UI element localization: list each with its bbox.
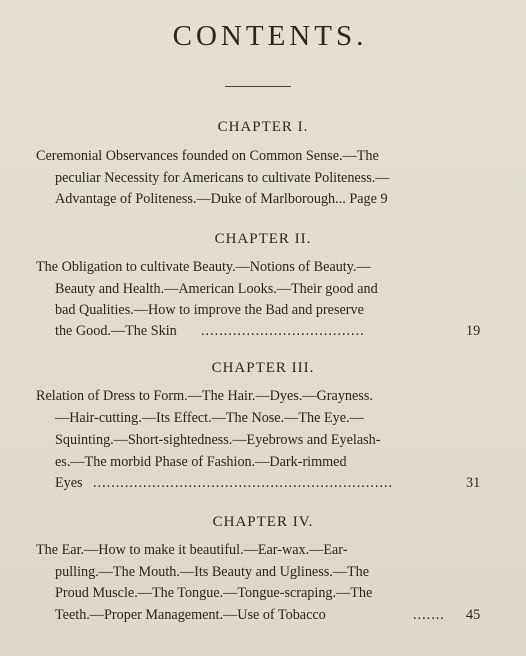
chapter-2-line-2: Beauty and Health.—American Looks.—Their good and	[55, 281, 378, 297]
chapter-3-line-1: Relation of Dress to Form.—The Hair.—Dyes.—Grayness.	[36, 388, 373, 404]
chapter-2-line-1: The Obligation to cultivate Beauty.—Notions of Beauty.—	[36, 259, 371, 275]
chapter-2-line-3: bad Qualities.—How to improve the Bad and preserve	[55, 302, 364, 318]
chapter-2-line-4: the Good.—The Skin	[55, 323, 177, 339]
page-title: CONTENTS.	[172, 20, 368, 52]
chapter-heading-2: CHAPTER II.	[214, 231, 312, 247]
leader-dots: ....................................	[201, 323, 365, 339]
chapter-4-page-number: 45	[466, 607, 481, 623]
chapter-heading-3: CHAPTER III.	[211, 360, 315, 376]
leader-dots: ..................................................................	[93, 475, 394, 491]
chapter-3-page-number: 31	[466, 475, 481, 491]
chapter-1-line-3: Advantage of Politeness.—Duke of Marlborough... Page 9	[55, 191, 388, 207]
chapter-3-line-5: Eyes	[55, 475, 83, 491]
chapter-4-line-1: The Ear.—How to make it beautiful.—Ear-wax.—Ear-	[36, 542, 348, 558]
chapter-heading-1: CHAPTER I.	[217, 119, 309, 135]
chapter-1-line-2: peculiar Necessity for Americans to cultivate Politeness.—	[55, 170, 390, 186]
chapter-3-line-4: es.—The morbid Phase of Fashion.—Dark-rimmed	[55, 454, 347, 470]
leader-dots: .......	[413, 607, 445, 623]
chapter-4-line-3: Proud Muscle.—The Tongue.—Tongue-scraping.—The	[55, 585, 373, 601]
chapter-heading-4: CHAPTER IV.	[212, 514, 314, 530]
title-rule	[225, 86, 291, 87]
chapter-2-page-number: 19	[466, 323, 481, 339]
chapter-3-line-2: —Hair-cutting.—Its Effect.—The Nose.—The Eye.—	[55, 410, 364, 426]
chapter-4-line-2: pulling.—The Mouth.—Its Beauty and Ugliness.—The	[55, 564, 370, 580]
chapter-3-line-3: Squinting.—Short-sightedness.—Eyebrows and Eyelash-	[55, 432, 381, 448]
chapter-1-line-1: Ceremonial Observances founded on Common Sense.—The	[36, 148, 379, 164]
chapter-4-line-4: Teeth.—Proper Management.—Use of Tobacco	[55, 607, 326, 623]
